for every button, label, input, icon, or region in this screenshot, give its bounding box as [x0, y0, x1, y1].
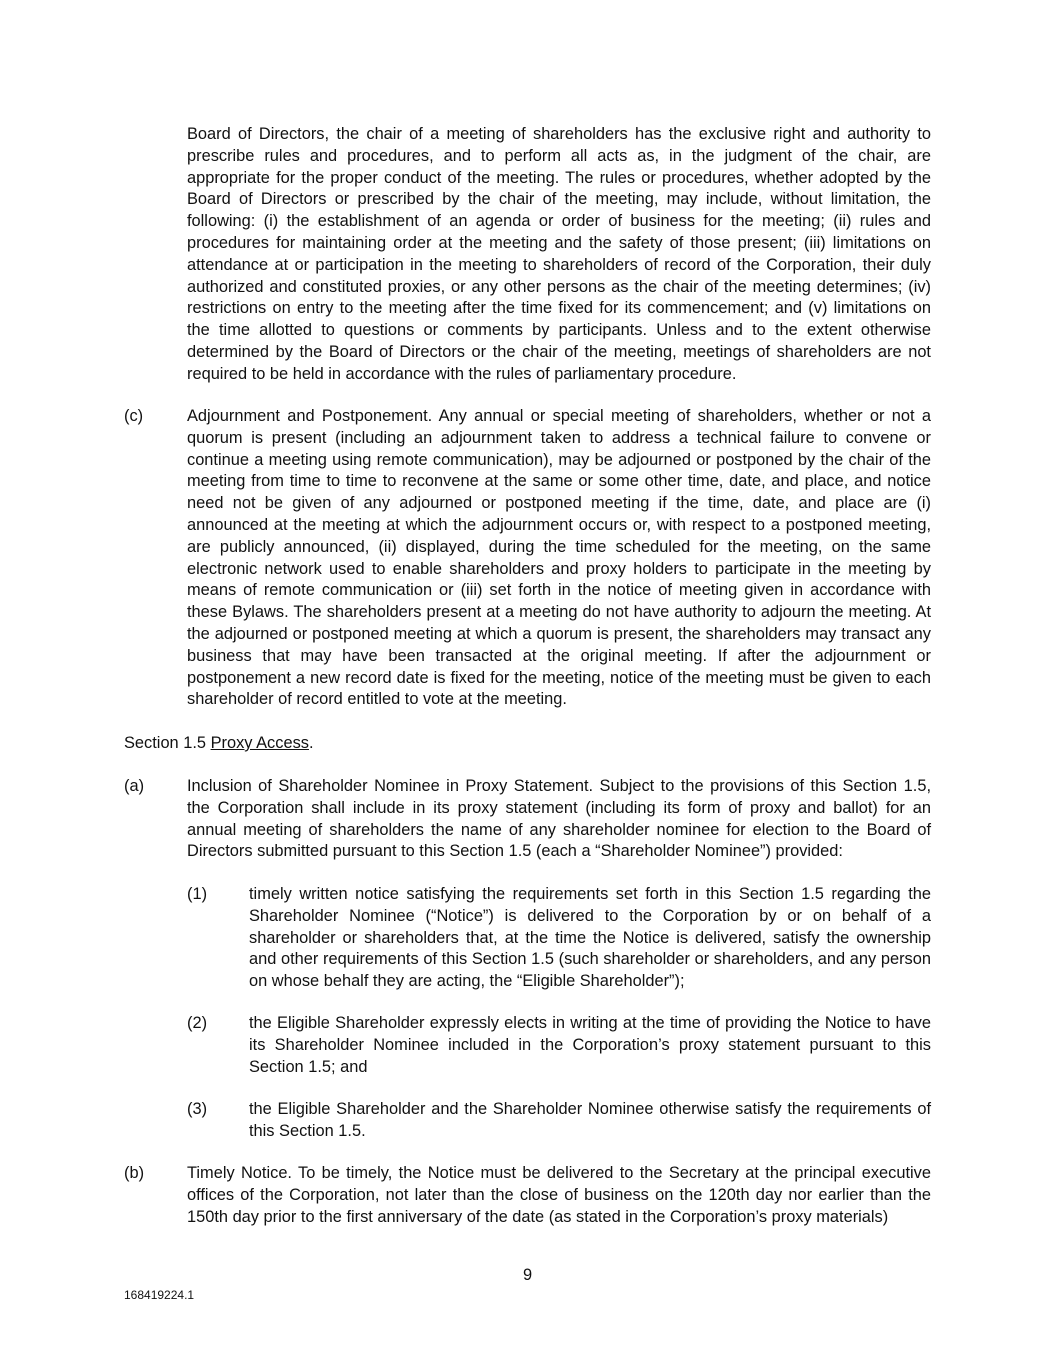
page-number: 9 — [522, 1266, 533, 1284]
section-heading-title: Proxy Access — [210, 734, 309, 752]
section-heading-suffix: . — [308, 734, 314, 752]
clause-c-label: (c) — [124, 407, 144, 425]
clause-b-label: (b) — [124, 1164, 145, 1182]
clause-a-label: (a) — [124, 777, 145, 795]
sub-item-3-text: the Eligible Shareholder and the Shareholder Nominee otherwise satisfy the requirements of this Section 1.5. — [249, 1100, 931, 1140]
clause-a-text: Inclusion of Shareholder Nominee in Proxy Statement. Subject to the provisions of this Section 1.5, the Corporation shall include in its proxy statement (including its form of proxy and ballot) for an annual meeting of shareholders the name of any shareholder nominee for election to the Board of Directors submitted pursuant to this Section 1.5 (each a “Shareholder Nominee”) provided: — [187, 777, 931, 861]
sub-item-2-text: the Eligible Shareholder expressly elects in writing at the time of providing the Notice to have its Shareholder Nominee included in the Corporation’s proxy statement pursuant to this Section 1.5; and — [249, 1014, 931, 1076]
sub-item-2-label: (2) — [187, 1014, 208, 1032]
sub-item-1-text: timely written notice satisfying the requirements set forth in this Section 1.5 regarding the Shareholder Nominee (“Notice”) is delivered to the Corporation by or on behalf of a shareholder or shareholders that, at the time the Notice is delivered, satisfy the ownership and other requirements of this Section 1.5 (such shareholder or shareholders, and any person on whose behalf they are acting, the “Eligible Shareholder”); — [249, 885, 931, 991]
sub-item-3-label: (3) — [187, 1100, 208, 1118]
clause-c-text: Adjournment and Postponement. Any annual or special meeting of shareholders, whether or not a quorum is present (including an adjournment taken to address a technical failure to convene or continue a meeting using remote communication), may be adjourned or postponed by the chair of the meeting from time to time to reconvene at the same or some other time, date, and place, and notice need not be given of any adjourned or postponed meeting if the time, date, and place are (i) announced at the meeting at which the adjournment occurs or, with respect to a postponed meeting, are publicly announced, (ii) displayed, during the time scheduled for the meeting, on the same electronic network used to enable shareholders and proxy holders to participate in the meeting by means of remote communication or (iii) set forth in the notice of meeting given in accordance with these Bylaws. The shareholders present at a meeting do not have authority to adjourn the meeting. At the adjourned or postponed meeting at which a quorum is present, the shareholders may transact any business that may have been transacted at the original meeting. If after the adjournment or postponement a new record date is fixed for the meeting, notice of the meeting must be given to each shareholder of record entitled to vote at the meeting. — [187, 407, 931, 709]
section-heading — [124, 733, 314, 755]
section-heading-prefix: Section 1.5 — [124, 734, 211, 752]
document-id: 168419224.1 — [124, 1288, 195, 1302]
sub-item-1-label: (1) — [187, 885, 208, 903]
continuation-paragraph: Board of Directors, the chair of a meeting of shareholders has the exclusive right and authority to prescribe rules and procedures, and to perform all acts as, in the judgment of the chair, are appropriate for the proper conduct of the meeting. The rules or procedures, whether adopted by the Board of Directors or prescribed by the chair of the meeting, may include, without limitation, the following: (i) the establishment of an agenda or order of business for the meeting; (ii) rules and procedures for maintaining order at the meeting and the safety of those present; (iii) limitations on attendance at or participation in the meeting to shareholders of record of the Corporation, their duly authorized and constituted proxies, or any other persons as the chair of the meeting determines; (iv) restrictions on entry to the meeting after the time fixed for its commencement; and (v) limitations on the time allotted to questions or comments by participants. Unless and to the extent otherwise determined by the Board of Directors or the chair of the meeting, meetings of shareholders are not required to be held in accordance with the rules of parliamentary procedure. — [187, 125, 931, 383]
clause-b-text: Timely Notice. To be timely, the Notice must be delivered to the Secretary at the principal executive offices of the Corporation, not later than the close of business on the 120th day nor earlier than the 150th day prior to the first anniversary of the date (as stated in the Corporation’s proxy materials) — [187, 1164, 931, 1226]
